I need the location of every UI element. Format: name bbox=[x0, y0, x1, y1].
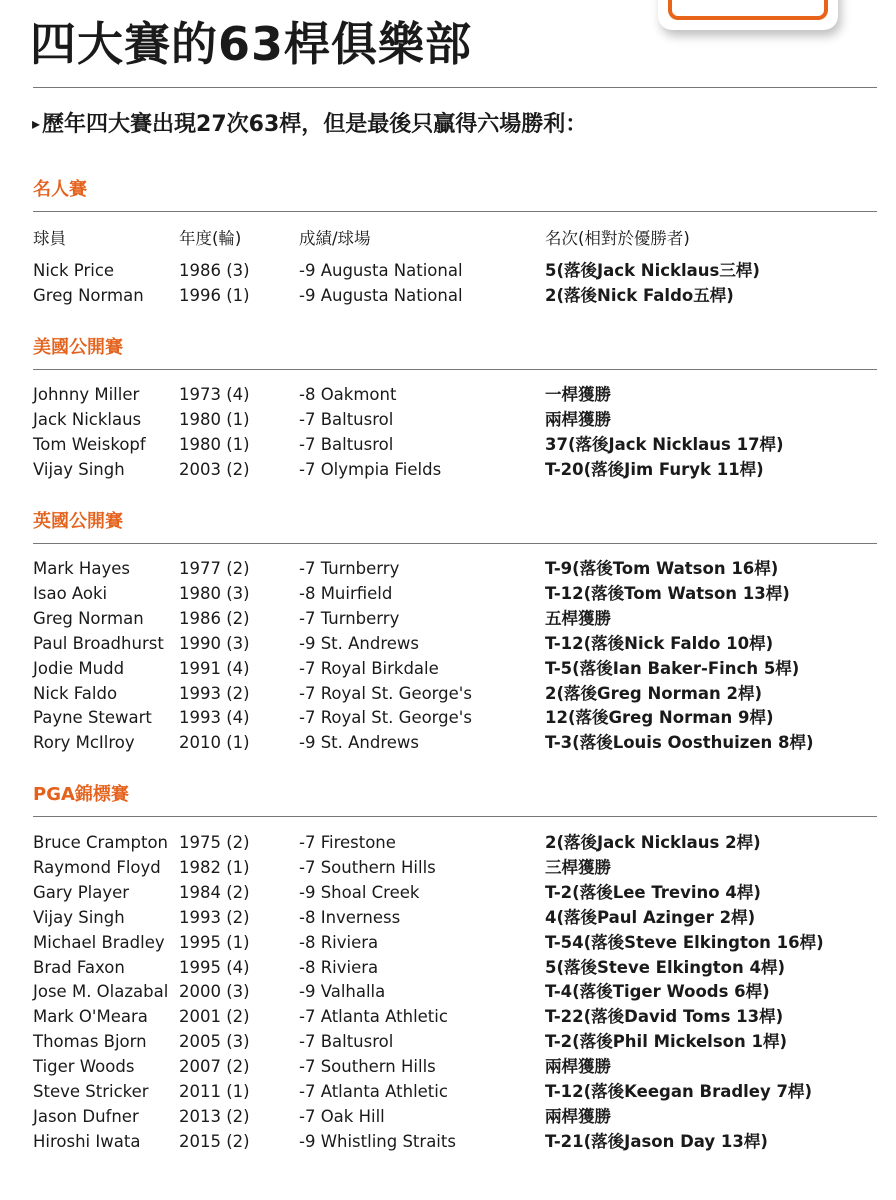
finish: T-4(落後Tiger Woods 6桿) bbox=[545, 982, 770, 1002]
year-round: 2015 (2) bbox=[179, 1131, 250, 1151]
table-row bbox=[0, 606, 896, 631]
section-title-masters: 名人賽 bbox=[33, 179, 87, 200]
finish: 一桿獲勝 bbox=[545, 385, 611, 404]
column-header-player: 球員 bbox=[33, 229, 66, 248]
player-name: Bruce Crampton bbox=[33, 833, 169, 852]
player-name: Payne Stewart bbox=[33, 708, 152, 728]
year-round: 1993 (4) bbox=[179, 708, 250, 728]
score-course: -8 Riviera bbox=[299, 932, 379, 952]
player-name: Jodie Mudd bbox=[33, 658, 125, 678]
section-title-british-open: 英國公開賽 bbox=[33, 511, 123, 532]
player-name: Thomas Bjorn bbox=[33, 1032, 147, 1052]
table-row bbox=[0, 1004, 896, 1029]
year-round: 2003 (2) bbox=[179, 459, 250, 479]
year-round: 2013 (2) bbox=[179, 1106, 250, 1126]
score-course: -7 Firestone bbox=[299, 833, 396, 852]
year-round: 1980 (1) bbox=[179, 434, 250, 454]
player-name: Vijay Singh bbox=[33, 907, 125, 927]
player-name: Tiger Woods bbox=[33, 1057, 135, 1077]
score-course: -8 Muirfield bbox=[299, 583, 393, 603]
finish: T-54(落後Steve Elkington 16桿) bbox=[545, 932, 824, 952]
finish: 兩桿獲勝 bbox=[545, 1106, 611, 1126]
page-title: 四大賽的63桿俱樂部 bbox=[30, 17, 473, 71]
table-row bbox=[0, 382, 896, 407]
player-name: Mark O'Meara bbox=[33, 1007, 148, 1027]
year-round: 2007 (2) bbox=[179, 1057, 250, 1077]
finish: 2(落後Jack Nicklaus 2桿) bbox=[545, 833, 761, 852]
score-course: -8 Inverness bbox=[299, 907, 401, 927]
player-name: Mark Hayes bbox=[33, 559, 130, 578]
subtitle-text: 歷年四大賽出現27次63桿，但是最後只贏得六場勝利： bbox=[42, 112, 588, 137]
finish: T-12(落後Nick Faldo 10桿) bbox=[545, 633, 774, 653]
table-row bbox=[0, 979, 896, 1004]
finish: 三桿獲勝 bbox=[545, 857, 611, 877]
year-round: 1995 (1) bbox=[179, 932, 250, 952]
score-course: -7 Baltusrol bbox=[299, 434, 394, 454]
year-round: 1990 (3) bbox=[179, 633, 250, 653]
table-row bbox=[0, 556, 896, 581]
player-name: Paul Broadhurst bbox=[33, 633, 164, 653]
section-divider bbox=[33, 211, 877, 212]
table-row bbox=[0, 681, 896, 706]
finish: T-2(落後Phil Mickelson 1桿) bbox=[545, 1032, 787, 1052]
player-name: Tom Weiskopf bbox=[33, 434, 146, 454]
player-name: Jose M. Olazabal bbox=[33, 982, 169, 1002]
player-name: Jack Nicklaus bbox=[33, 409, 142, 429]
section-title-pga-championship: PGA錦標賽 bbox=[33, 784, 129, 805]
finish: T-20(落後Jim Furyk 11桿) bbox=[545, 459, 764, 479]
player-name: Johnny Miller bbox=[33, 385, 140, 404]
title-divider bbox=[33, 87, 877, 88]
player-name: Steve Stricker bbox=[33, 1082, 149, 1101]
table-row bbox=[0, 880, 896, 905]
score-course: -7 Turnberry bbox=[299, 608, 400, 628]
finish: T-5(落後Ian Baker-Finch 5桿) bbox=[545, 658, 800, 678]
table-row bbox=[0, 955, 896, 980]
year-round: 1980 (3) bbox=[179, 583, 250, 603]
score-course: -7 Baltusrol bbox=[299, 1032, 394, 1052]
year-round: 1986 (3) bbox=[179, 261, 250, 280]
score-course: -9 Augusta National bbox=[299, 285, 463, 305]
player-name: Nick Price bbox=[33, 261, 115, 280]
table-row bbox=[0, 283, 896, 308]
year-round: 1973 (4) bbox=[179, 385, 250, 404]
player-name: Vijay Singh bbox=[33, 459, 125, 479]
finish: 4(落後Paul Azinger 2桿) bbox=[545, 907, 756, 927]
finish: 37(落後Jack Nicklaus 17桿) bbox=[545, 434, 784, 454]
table-row bbox=[0, 930, 896, 955]
finish: 2(落後Nick Faldo五桿) bbox=[545, 285, 734, 305]
score-course: -9 Valhalla bbox=[299, 982, 386, 1002]
score-course: -7 Southern Hills bbox=[299, 857, 436, 877]
table-row bbox=[0, 581, 896, 606]
finish: 12(落後Greg Norman 9桿) bbox=[545, 708, 774, 728]
table-row bbox=[0, 1029, 896, 1054]
player-name: Rory McIlroy bbox=[33, 733, 135, 753]
table-row bbox=[0, 1104, 896, 1129]
player-name: Greg Norman bbox=[33, 285, 144, 305]
score-course: -8 Oakmont bbox=[299, 385, 397, 404]
score-course: -9 St. Andrews bbox=[299, 733, 420, 753]
year-round: 2001 (2) bbox=[179, 1007, 250, 1027]
year-round: 1995 (4) bbox=[179, 957, 250, 977]
player-name: Nick Faldo bbox=[33, 683, 118, 703]
column-header-year-round: 年度(輪) bbox=[179, 229, 242, 248]
player-name: Gary Player bbox=[33, 882, 130, 902]
finish: 5(落後Steve Elkington 4桿) bbox=[545, 957, 786, 977]
year-round: 1975 (2) bbox=[179, 833, 250, 852]
year-round: 1996 (1) bbox=[179, 285, 250, 305]
player-name: Brad Faxon bbox=[33, 957, 125, 977]
score-course: -7 Atlanta Athletic bbox=[299, 1007, 448, 1027]
finish: 五桿獲勝 bbox=[545, 608, 611, 628]
score-course: -7 Southern Hills bbox=[299, 1057, 436, 1077]
finish: T-12(落後Tom Watson 13桿) bbox=[545, 583, 790, 603]
triangle-bullet-icon: ▸ bbox=[32, 114, 41, 133]
year-round: 1984 (2) bbox=[179, 882, 250, 902]
year-round: 1980 (1) bbox=[179, 409, 250, 429]
year-round: 2010 (1) bbox=[179, 733, 250, 753]
score-course: -7 Royal St. George's bbox=[299, 683, 472, 703]
table-row bbox=[0, 407, 896, 432]
finish: T-3(落後Louis Oosthuizen 8桿) bbox=[545, 733, 814, 753]
score-course: -7 Atlanta Athletic bbox=[299, 1082, 448, 1101]
score-course: -7 Olympia Fields bbox=[299, 459, 442, 479]
finish: T-2(落後Lee Trevino 4桿) bbox=[545, 882, 761, 902]
score-course: -9 Shoal Creek bbox=[299, 882, 420, 902]
player-name: Jason Dufner bbox=[33, 1106, 139, 1126]
player-name: Isao Aoki bbox=[33, 583, 108, 603]
year-round: 1977 (2) bbox=[179, 559, 250, 578]
player-name: Michael Bradley bbox=[33, 932, 165, 952]
player-name: Raymond Floyd bbox=[33, 857, 161, 877]
score-course: -9 Whistling Straits bbox=[299, 1131, 456, 1151]
score-course: -9 Augusta National bbox=[299, 261, 463, 280]
column-header-score-course: 成績/球場 bbox=[299, 229, 371, 248]
finish: T-22(落後David Toms 13桿) bbox=[545, 1007, 784, 1027]
column-header-finish: 名次(相對於優勝者) bbox=[545, 229, 690, 248]
year-round: 1991 (4) bbox=[179, 658, 250, 678]
table-row bbox=[0, 830, 896, 855]
finish: 兩桿獲勝 bbox=[545, 409, 611, 429]
score-course: -7 Turnberry bbox=[299, 559, 400, 578]
finish: 5(落後Jack Nicklaus三桿) bbox=[545, 261, 760, 280]
year-round: 1993 (2) bbox=[179, 907, 250, 927]
score-course: -9 St. Andrews bbox=[299, 633, 420, 653]
score-course: -7 Royal Birkdale bbox=[299, 658, 439, 678]
table-row bbox=[0, 730, 896, 755]
finish: T-21(落後Jason Day 13桿) bbox=[545, 1131, 768, 1151]
player-name: Hiroshi Iwata bbox=[33, 1131, 141, 1151]
year-round: 2011 (1) bbox=[179, 1082, 250, 1101]
table-row bbox=[0, 258, 896, 283]
corner-badge-decoration bbox=[658, 0, 838, 30]
score-course: -8 Riviera bbox=[299, 957, 379, 977]
section-divider bbox=[33, 369, 877, 370]
year-round: 1982 (1) bbox=[179, 857, 250, 877]
table-row bbox=[0, 631, 896, 656]
table-row bbox=[0, 1079, 896, 1104]
finish: 2(落後Greg Norman 2桿) bbox=[545, 683, 763, 703]
score-course: -7 Oak Hill bbox=[299, 1106, 385, 1126]
year-round: 1986 (2) bbox=[179, 608, 250, 628]
year-round: 2005 (3) bbox=[179, 1032, 250, 1052]
subtitle bbox=[32, 108, 587, 141]
section-divider bbox=[33, 816, 877, 817]
table-row bbox=[0, 1129, 896, 1154]
score-course: -7 Royal St. George's bbox=[299, 708, 472, 728]
section-title-us-open: 美國公開賽 bbox=[33, 337, 123, 358]
year-round: 2000 (3) bbox=[179, 982, 250, 1002]
score-course: -7 Baltusrol bbox=[299, 409, 394, 429]
table-row bbox=[0, 457, 896, 482]
year-round: 1993 (2) bbox=[179, 683, 250, 703]
table-row bbox=[0, 432, 896, 457]
player-name: Greg Norman bbox=[33, 608, 144, 628]
finish: 兩桿獲勝 bbox=[545, 1057, 611, 1077]
finish: T-9(落後Tom Watson 16桿) bbox=[545, 559, 779, 578]
column-header-row bbox=[0, 226, 896, 251]
table-row bbox=[0, 1054, 896, 1079]
table-row bbox=[0, 855, 896, 880]
table-row bbox=[0, 656, 896, 681]
finish: T-12(落後Keegan Bradley 7桿) bbox=[545, 1082, 813, 1101]
table-row bbox=[0, 705, 896, 730]
section-divider bbox=[33, 543, 877, 544]
table-row bbox=[0, 905, 896, 930]
